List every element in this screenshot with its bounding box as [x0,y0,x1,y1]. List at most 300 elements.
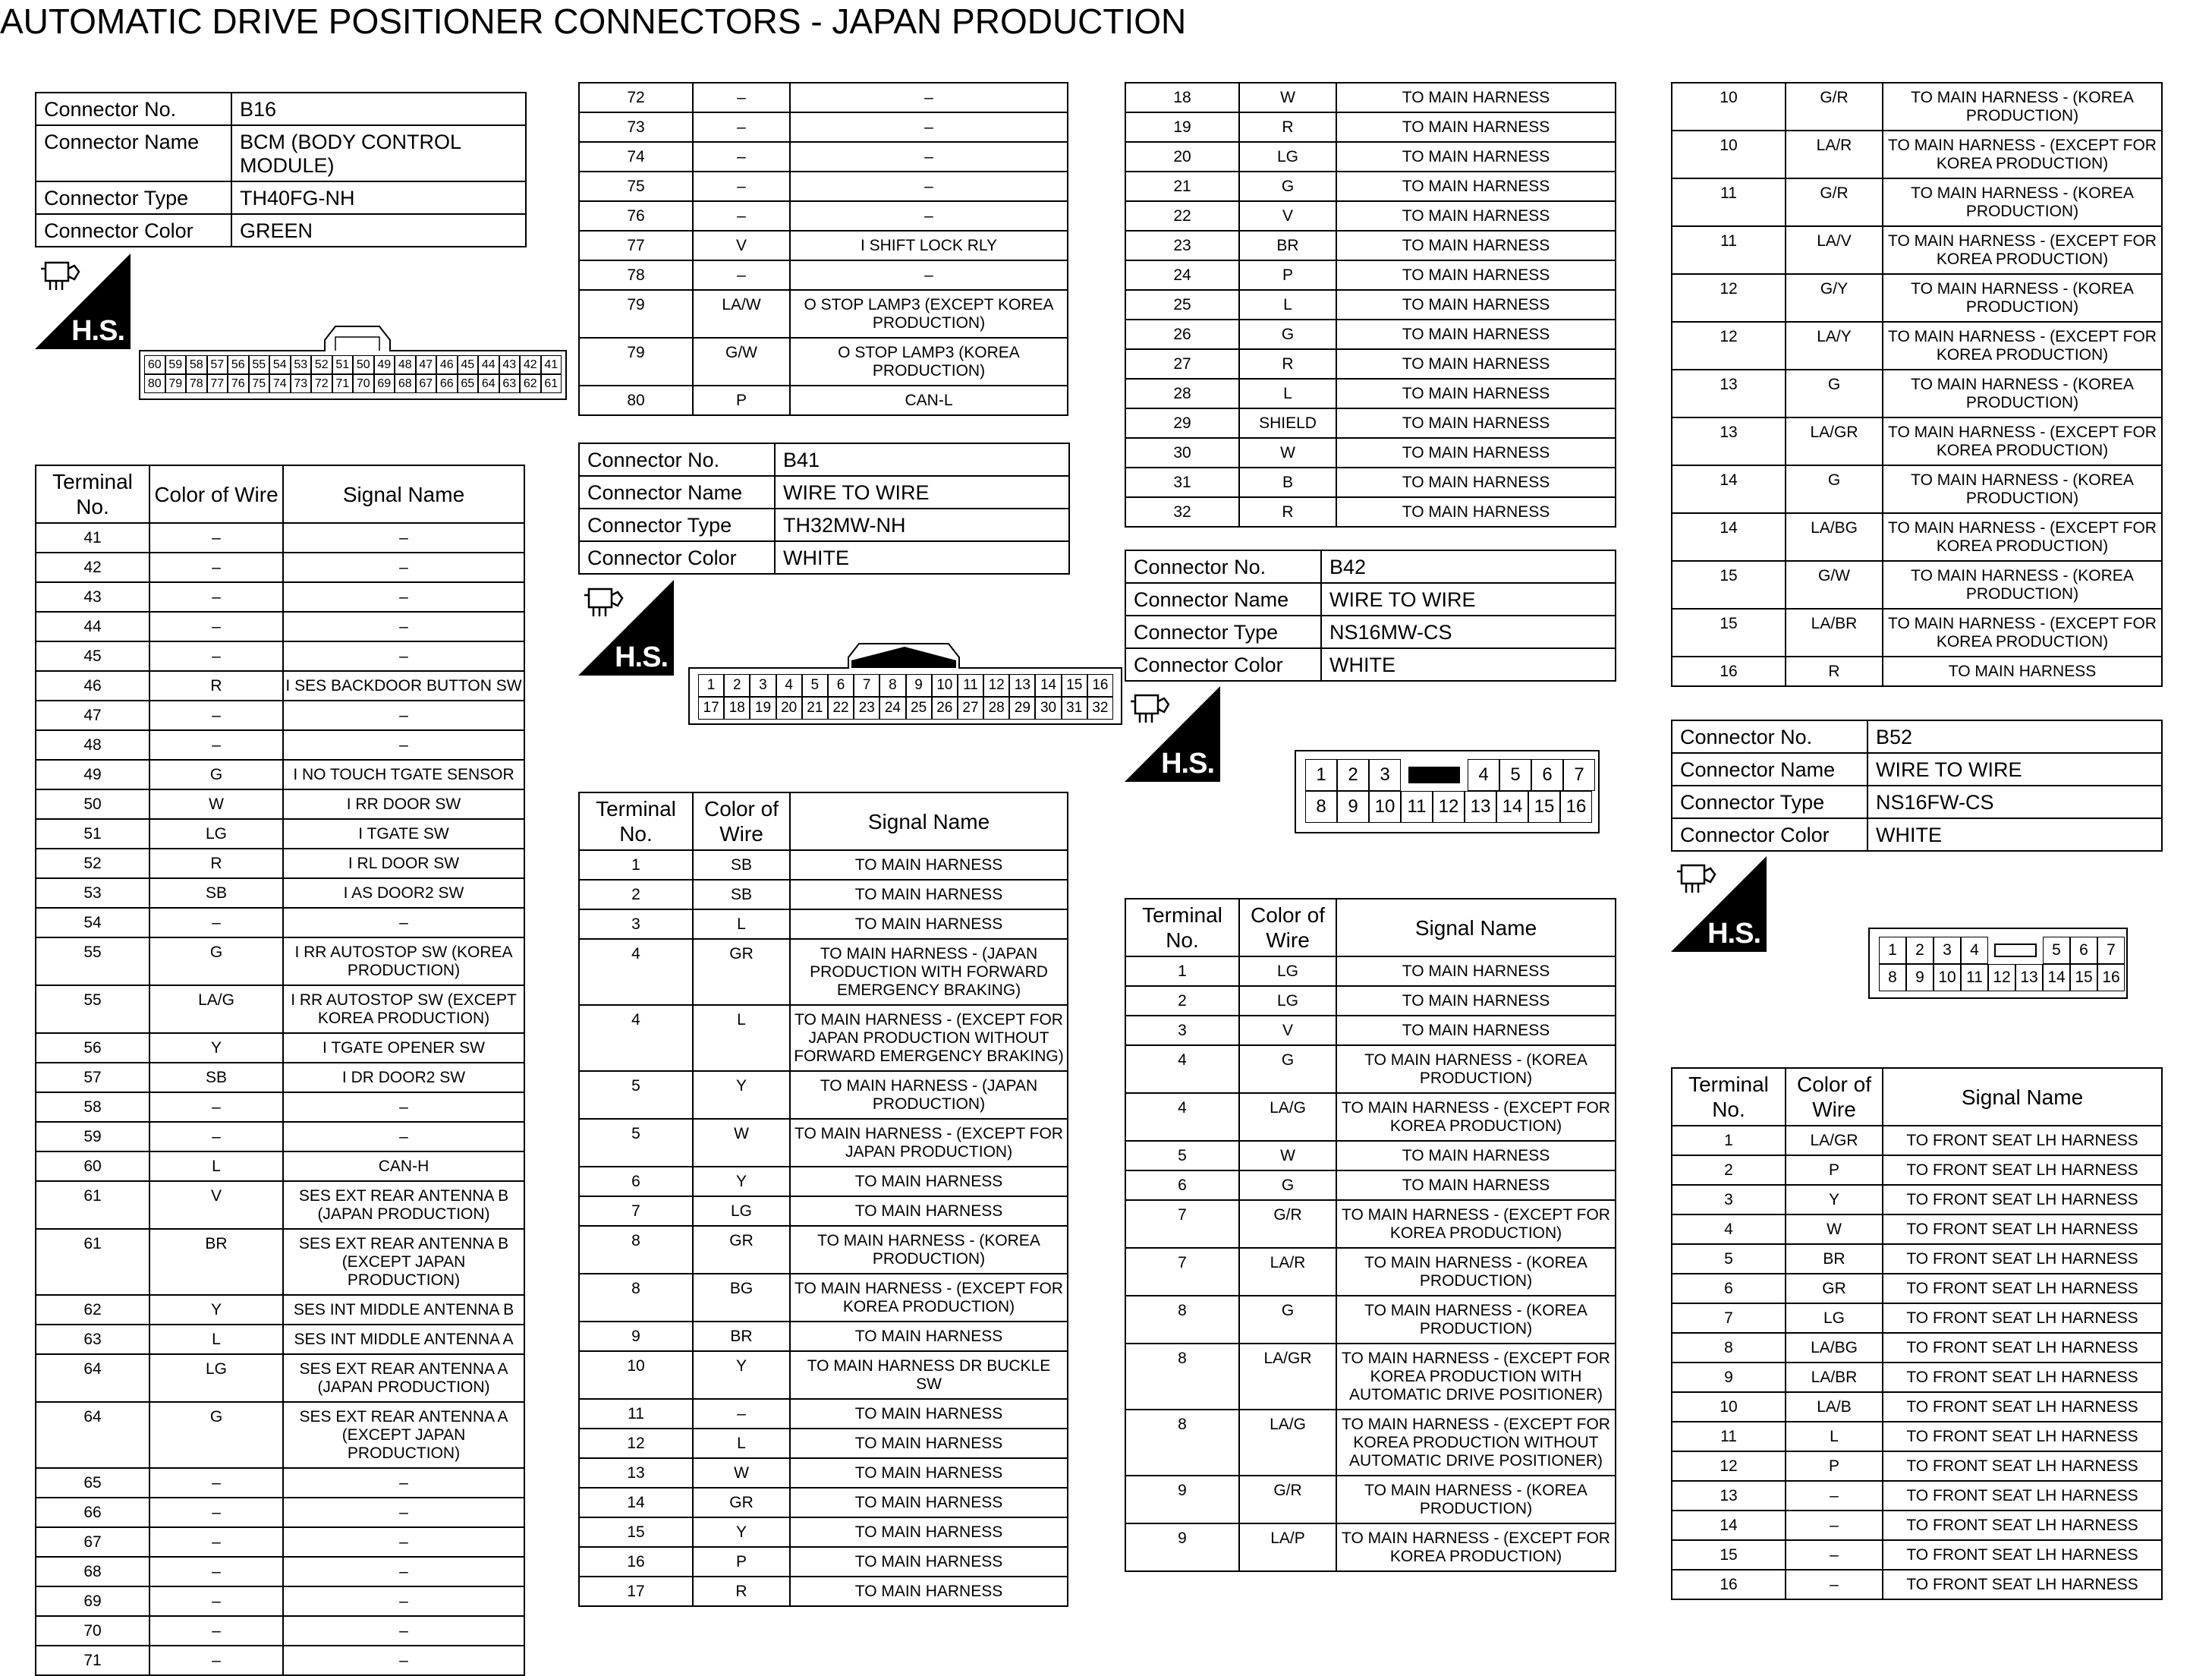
terminal-no-cell: 59 [36,1122,149,1151]
table-row [1125,142,1616,172]
wire-color-cell: – [693,142,790,172]
wire-color-cell: SHIELD [1239,408,1336,438]
signal-name-cell: TO MAIN HARNESS - (EXCEPT FOR KOREA PRODUCTION) [1883,417,2162,465]
terminal-no-cell: 45 [36,641,149,671]
connector-pin: 11 [958,674,983,697]
info-value: B52 [1867,720,2162,753]
terminal-no-cell: 11 [1672,226,1786,274]
wire-color-cell: G [149,1402,283,1468]
connector-pin: 73 [291,374,312,393]
connector-pin: 51 [332,355,354,374]
connector-pin: 1 [1305,759,1337,791]
connector-pin: 14 [1035,674,1061,697]
connector-info-row [36,93,526,125]
connector-info-row [36,214,526,247]
terminal-no-cell: 67 [36,1527,149,1557]
terminal-no-cell: 29 [1125,408,1239,438]
table-row [579,909,1068,939]
wire-color-cell: LA/G [1239,1093,1336,1141]
terminal-no-cell: 20 [1125,142,1239,172]
wire-color-cell: SB [693,880,790,909]
connector-pin: 62 [520,374,541,393]
wire-color-cell: – [149,1122,283,1151]
table-row [1125,1410,1616,1476]
table-row [1672,226,2162,274]
terminal-no-cell: 52 [36,849,149,878]
connector-info-row [579,476,1069,509]
connector-info-row [36,181,526,214]
signal-name-cell: – [283,1122,524,1151]
table-row [1125,408,1616,438]
terminal-no-cell: 23 [1125,231,1239,260]
table-row [1672,131,2162,178]
b16-harness-side-badge [35,254,131,349]
signal-name-cell: – [283,582,524,612]
wire-color-cell: – [1786,1540,1883,1570]
wire-color-cell: R [1239,497,1336,527]
wire-color-cell: G [149,937,283,985]
connector-pin: 2 [724,674,750,697]
terminal-no-cell: 4 [579,1005,693,1071]
signal-name-cell: TO MAIN HARNESS [1336,172,1616,201]
terminal-no-cell: 4 [579,939,693,1005]
connector-pin: 22 [828,697,854,720]
signal-name-cell: TO FRONT SEAT LH HARNESS [1883,1244,2162,1274]
signal-name-cell: – [283,523,524,553]
terminal-no-cell: 46 [36,671,149,701]
wire-color-cell: – [1786,1511,1883,1540]
signal-name-cell: – [283,1586,524,1616]
connector-pin: 71 [332,374,354,393]
signal-name-cell: TO MAIN HARNESS [790,880,1068,909]
signal-name-cell: TO MAIN HARNESS - (EXCEPT FOR KOREA PRODUCTION WITH AUTOMATIC DRIVE POSITIONER) [1336,1344,1616,1410]
connector-pin: 12 [1433,791,1465,823]
table-row [1672,513,2162,561]
connector-pin: 54 [269,355,291,374]
signal-name-cell: I RL DOOR SW [283,849,524,878]
wire-color-cell: LA/Y [1786,322,1883,370]
wire-color-cell: Y [693,1071,790,1119]
connector-pin: 32 [1087,697,1113,720]
connector-pin: 41 [541,355,562,374]
table-row [1125,956,1616,986]
b42-key-slot [1401,759,1468,791]
signal-name-cell: I SHIFT LOCK RLY [790,231,1068,260]
table-row [1125,1344,1616,1410]
wire-color-cell: SB [149,878,283,908]
terminal-no-cell: 21 [1125,172,1239,201]
connector-pin: 64 [478,374,499,393]
table-row [579,386,1068,415]
signal-name-cell: TO MAIN HARNESS - (EXCEPT FOR KOREA PRODUCTION) [1336,1093,1616,1141]
connector-pin: 10 [1934,964,1961,991]
wire-color-cell: W [693,1119,790,1167]
signal-name-cell: TO MAIN HARNESS [790,1517,1068,1547]
signal-name-cell: TO MAIN HARNESS [790,1167,1068,1196]
connector-pin: 11 [1401,791,1433,823]
connector-pin: 16 [2097,964,2125,991]
terminal-no-cell: 9 [1125,1476,1239,1523]
signal-name-cell: – [283,1557,524,1586]
wire-color-cell: LG [149,819,283,849]
table-row [1672,1540,2162,1570]
table-row [1672,1363,2162,1392]
signal-name-cell: TO MAIN HARNESS [790,909,1068,939]
connector-info-row [1672,786,2162,818]
connector-pin: 6 [1531,759,1563,791]
table-row [579,142,1068,172]
wire-color-cell: BR [1786,1244,1883,1274]
terminal-no-cell: 70 [36,1616,149,1646]
connector-pin: 52 [311,355,332,374]
terminal-no-cell: 2 [1125,986,1239,1016]
info-value: B16 [231,93,526,125]
signal-name-cell: TO MAIN HARNESS [1336,497,1616,527]
wire-color-cell: LG [1239,986,1336,1016]
connector-pin: 5 [2043,937,2070,964]
terminal-no-cell: 31 [1125,468,1239,497]
table-row [1672,1451,2162,1481]
wire-color-cell: Y [149,1033,283,1063]
signal-name-cell: TO FRONT SEAT LH HARNESS [1883,1540,2162,1570]
wire-color-cell: GR [693,1226,790,1274]
b41-info-table [578,443,1070,575]
connector-pin: 4 [1961,937,1988,964]
terminal-no-cell: 53 [36,878,149,908]
terminal-no-cell: 8 [579,1226,693,1274]
terminal-no-cell: 10 [1672,131,1786,178]
connector-pin: 13 [2015,964,2043,991]
info-value: NS16FW-CS [1867,786,2162,818]
table-row [36,1325,524,1354]
terminal-no-cell: 1 [579,850,693,880]
wire-color-cell: G [1239,1296,1336,1344]
terminal-no-cell: 13 [1672,1481,1786,1511]
connector-hand-icon [1129,689,1175,727]
terminal-no-cell: 18 [1125,83,1239,112]
signal-name-cell: SES INT MIDDLE ANTENNA B [283,1295,524,1325]
table-row [36,1295,524,1325]
terminal-no-cell: 16 [1672,1570,1786,1599]
terminal-no-cell: 54 [36,908,149,937]
terminal-no-cell: 62 [36,1295,149,1325]
terminal-no-cell: 14 [1672,513,1786,561]
table-row [1125,1248,1616,1296]
wire-color-cell: – [149,1092,283,1122]
info-label: Connector Type [1672,786,1867,818]
signal-name-cell: – [283,730,524,760]
wire-color-cell: G/W [1786,561,1883,609]
terminal-no-cell: 63 [36,1325,149,1354]
signal-name-cell: SES EXT REAR ANTENNA A (JAPAN PRODUCTION) [283,1354,524,1402]
table-row [1672,417,2162,465]
signal-name-cell: – [283,1646,524,1675]
terminal-no-cell: 11 [579,1399,693,1429]
connector-pin: 4 [776,674,802,697]
table-row [1125,201,1616,231]
signal-name-cell: I AS DOOR2 SW [283,878,524,908]
signal-name-cell: TO MAIN HARNESS - (JAPAN PRODUCTION) [790,1071,1068,1119]
connector-pin: 13 [1009,674,1035,697]
terminal-no-cell: 4 [1672,1214,1786,1244]
table-row [579,1167,1068,1196]
signal-name-cell: TO MAIN HARNESS DR BUCKLE SW [790,1351,1068,1399]
terminal-no-cell: 2 [579,880,693,909]
connector-pin: 2 [1906,937,1934,964]
wire-color-cell: – [693,172,790,201]
table-row [1125,1200,1616,1248]
info-value: NS16MW-CS [1321,616,1616,648]
table-row [579,1577,1068,1606]
terminal-no-cell: 1 [1125,956,1239,986]
table-row [36,819,524,849]
table-row [36,1092,524,1122]
table-row [579,338,1068,386]
wire-color-cell: – [693,83,790,112]
table-row [1672,274,2162,322]
wire-color-cell: – [693,201,790,231]
signal-name-cell: TO MAIN HARNESS - (KOREA PRODUCTION) [1883,83,2162,131]
terminal-no-cell: 10 [1672,83,1786,131]
b52-harness-side-badge [1671,856,1767,952]
wire-color-cell: LA/GR [1786,417,1883,465]
connector-pin: 44 [478,355,499,374]
signal-name-cell: TO MAIN HARNESS [1336,408,1616,438]
connector-pin: 8 [879,674,905,697]
table-row [1125,1170,1616,1200]
connector-pin: 15 [2070,964,2097,991]
signal-name-cell: TO MAIN HARNESS - (KOREA PRODUCTION) [1336,1248,1616,1296]
terminal-no-cell: 9 [579,1322,693,1351]
terminal-no-cell: 27 [1125,349,1239,379]
table-row [579,1429,1068,1458]
table-row [1125,1045,1616,1093]
table-row [579,1322,1068,1351]
hs-label: H.S. [615,641,668,673]
info-value: WIRE TO WIRE [775,476,1069,509]
table-row [1672,465,2162,513]
table-row [36,1151,524,1181]
table-row [579,1399,1068,1429]
table-row [36,1229,524,1295]
connector-info-row [1672,720,2162,753]
wire-color-cell: R [1786,657,1883,686]
connector-pin: 59 [165,355,187,374]
table-row [1125,1476,1616,1523]
connector-pin: 49 [374,355,395,374]
connector-pin: 6 [828,674,854,697]
wire-color-cell: LG [1239,142,1336,172]
table-row [1672,83,2162,131]
wire-color-cell: G [1239,1045,1336,1093]
wire-color-cell: G/R [1786,83,1883,131]
wire-color-cell: G/W [693,338,790,386]
hs-label: H.S. [1707,918,1760,950]
connector-pin: 55 [249,355,270,374]
table-row [36,1557,524,1586]
table-row [1672,657,2162,686]
table-row [36,1616,524,1646]
signal-name-cell: I TGATE OPENER SW [283,1033,524,1063]
table-row [579,1488,1068,1517]
connector-pin: 16 [1560,791,1592,823]
signal-name-cell: TO MAIN HARNESS - (KOREA PRODUCTION) [1883,178,2162,226]
wire-color-cell: B [1239,468,1336,497]
wire-color-cell: LA/W [693,290,790,338]
table-row [579,201,1068,231]
signal-name-cell: TO MAIN HARNESS - (KOREA PRODUCTION) [1883,370,2162,417]
wire-color-cell: – [149,908,283,937]
signal-name-cell: TO MAIN HARNESS - (KOREA PRODUCTION) [1336,1296,1616,1344]
connector-pin: 15 [1528,791,1560,823]
signal-name-cell: TO MAIN HARNESS [790,1322,1068,1351]
terminal-no-cell: 13 [579,1458,693,1488]
table-row [1125,468,1616,497]
table-row [579,112,1068,142]
info-label: Connector Name [36,125,231,181]
signal-name-cell: – [790,142,1068,172]
wire-color-cell: LA/V [1786,226,1883,274]
table-row [1125,379,1616,408]
signal-name-cell: – [283,1616,524,1646]
signal-name-cell: TO MAIN HARNESS - (KOREA PRODUCTION) [1883,465,2162,513]
connector-pin: 17 [698,697,724,720]
terminal-no-cell: 17 [579,1577,693,1606]
connector-pin: 12 [983,674,1009,697]
terminal-no-cell: 13 [1672,417,1786,465]
terminal-no-cell: 50 [36,789,149,819]
connector-pin: 31 [1062,697,1087,720]
wire-color-cell: SB [693,850,790,880]
wire-color-cell: LA/BR [1786,609,1883,657]
info-label: Connector Color [579,541,775,574]
connector-pin: 15 [1062,674,1087,697]
terminal-no-cell: 41 [36,523,149,553]
terminal-no-cell: 2 [1672,1155,1786,1185]
wire-color-cell: LA/BG [1786,1333,1883,1363]
signal-name-cell: TO MAIN HARNESS - (KOREA PRODUCTION) [1883,274,2162,322]
table-row [36,1033,524,1063]
info-value: TH40FG-NH [231,181,526,214]
table-row [36,1646,524,1675]
table-row [1125,1523,1616,1571]
wire-color-cell: – [149,523,283,553]
connector-pin: 23 [854,697,879,720]
b42-info-table [1125,550,1616,682]
wire-color-cell: – [149,1498,283,1527]
connector-pin: 19 [750,697,776,720]
wire-color-cell: Y [149,1295,283,1325]
wire-color-cell: Y [693,1517,790,1547]
terminal-no-cell: 12 [1672,274,1786,322]
table-row [36,760,524,789]
table-row [579,1517,1068,1547]
wire-color-cell: LA/G [1239,1410,1336,1476]
table-row [36,1468,524,1498]
wire-color-cell: L [149,1151,283,1181]
signal-name-cell: TO MAIN HARNESS - (KOREA PRODUCTION) [790,1226,1068,1274]
table-row [579,260,1068,290]
table-row [1672,609,2162,657]
table-row [579,1351,1068,1399]
signal-name-cell: TO MAIN HARNESS [1336,231,1616,260]
b16-terminal-table [35,465,525,1676]
wire-color-cell: P [693,386,790,415]
connector-pin: 12 [1988,964,2015,991]
connector-pin: 9 [906,674,932,697]
col-terminal-no: Terminal No. [36,465,149,523]
info-value: BCM (BODY CONTROL MODULE) [231,125,526,181]
table-row [1672,1185,2162,1214]
terminal-no-cell: 69 [36,1586,149,1616]
connector-pin: 5 [802,674,828,697]
info-label: Connector Name [1125,583,1321,616]
wire-color-cell: – [693,1399,790,1429]
connector-pin: 10 [932,674,958,697]
wire-color-cell: G/Y [1786,274,1883,322]
signal-name-cell: TO MAIN HARNESS [790,1458,1068,1488]
info-value: B41 [775,443,1069,476]
terminal-no-cell: 65 [36,1468,149,1498]
info-label: Connector Name [579,476,775,509]
connector-pin: 11 [1961,964,1988,991]
table-row [579,1071,1068,1119]
table-row [1125,172,1616,201]
terminal-no-cell: 6 [1125,1170,1239,1200]
table-row [579,1458,1068,1488]
info-value: TH32MW-NH [775,509,1069,541]
wire-color-cell: W [1239,83,1336,112]
signal-name-cell: TO MAIN HARNESS - (EXCEPT FOR KOREA PRODUCTION) [1336,1523,1616,1571]
connector-pin: 66 [436,374,458,393]
table-row [36,1181,524,1229]
connector-pin: 78 [186,374,207,393]
wire-color-cell: – [149,582,283,612]
connector-info-row [579,443,1069,476]
wire-color-cell: SB [149,1063,283,1092]
terminal-no-cell: 10 [579,1351,693,1399]
connector-pin: 57 [207,355,228,374]
signal-name-cell: SES EXT REAR ANTENNA B (JAPAN PRODUCTION) [283,1181,524,1229]
wire-color-cell: – [149,701,283,730]
connector-pin: 1 [1879,937,1906,964]
signal-name-cell: TO MAIN HARNESS [790,1196,1068,1226]
table-row [36,1498,524,1527]
terminal-no-cell: 16 [1672,657,1786,686]
signal-name-cell: TO FRONT SEAT LH HARNESS [1883,1570,2162,1599]
terminal-no-cell: 15 [1672,561,1786,609]
terminal-no-cell: 64 [36,1354,149,1402]
info-value: WHITE [1867,818,2162,851]
signal-name-cell: TO MAIN HARNESS [1336,1170,1616,1200]
connector-info-row [1125,648,1616,681]
wire-color-cell: W [1239,1141,1336,1170]
connector-pin: 63 [499,374,521,393]
info-label: Connector Type [36,181,231,214]
wire-color-cell: R [1239,349,1336,379]
b42-terminal-table [1125,898,1616,1572]
signal-name-cell: TO MAIN HARNESS [1336,290,1616,320]
wire-color-cell: P [693,1547,790,1577]
table-row [579,1196,1068,1226]
signal-name-cell: TO MAIN HARNESS [1336,956,1616,986]
signal-name-cell: TO FRONT SEAT LH HARNESS [1883,1274,2162,1303]
b41-terminal-table-continued [1125,82,1616,528]
connector-pin: 67 [416,374,437,393]
connector-pin: 76 [228,374,249,393]
connector-info-row [1125,550,1616,583]
wire-color-cell: G [149,760,283,789]
